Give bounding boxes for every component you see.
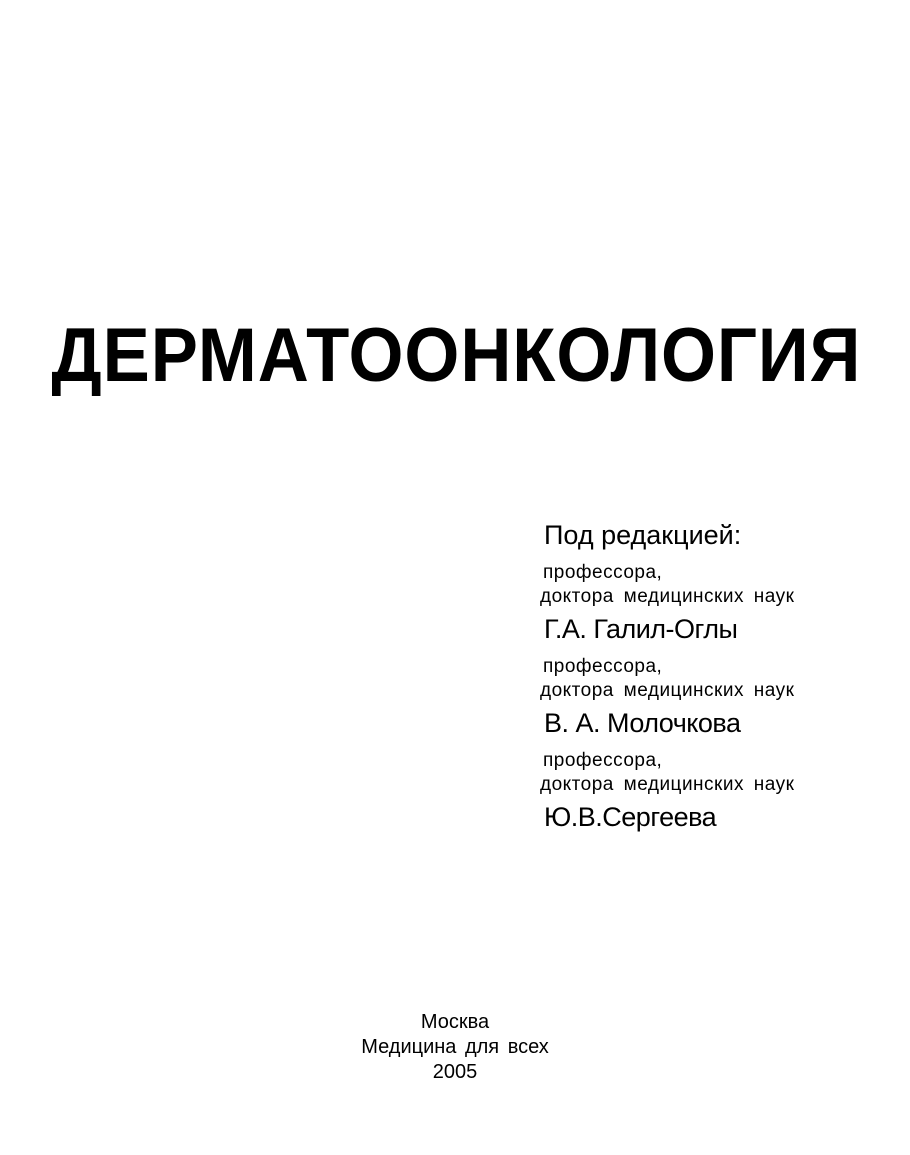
editor-academic-title: профессора,: [543, 562, 663, 583]
book-title: ДЕРМАТООНКОЛОГИЯ: [51, 313, 862, 398]
editors-section: [540, 515, 900, 837]
editor-entry: [540, 749, 900, 837]
editor-academic-title: профессора,: [543, 750, 663, 771]
editor-entry: [540, 655, 900, 743]
editor-entry: [540, 561, 900, 649]
imprint-year: 2005: [432, 1061, 478, 1083]
editors-heading: Под редакцией:: [544, 520, 742, 550]
imprint-publisher: Медицина для всех: [361, 1036, 549, 1058]
editor-name: Ю.В.Сергеева: [544, 802, 717, 832]
imprint-city: Москва: [420, 1011, 490, 1033]
editor-academic-title: профессора,: [543, 656, 663, 677]
editor-name: Г.А. Галил-Оглы: [544, 614, 738, 644]
editor-name: В. А. Молочкова: [544, 708, 741, 738]
imprint: [0, 1010, 910, 1085]
editor-degree: доктора медицинских наук: [540, 774, 795, 795]
editor-degree: доктора медицинских наук: [540, 680, 795, 701]
editor-degree: доктора медицинских наук: [540, 586, 795, 607]
